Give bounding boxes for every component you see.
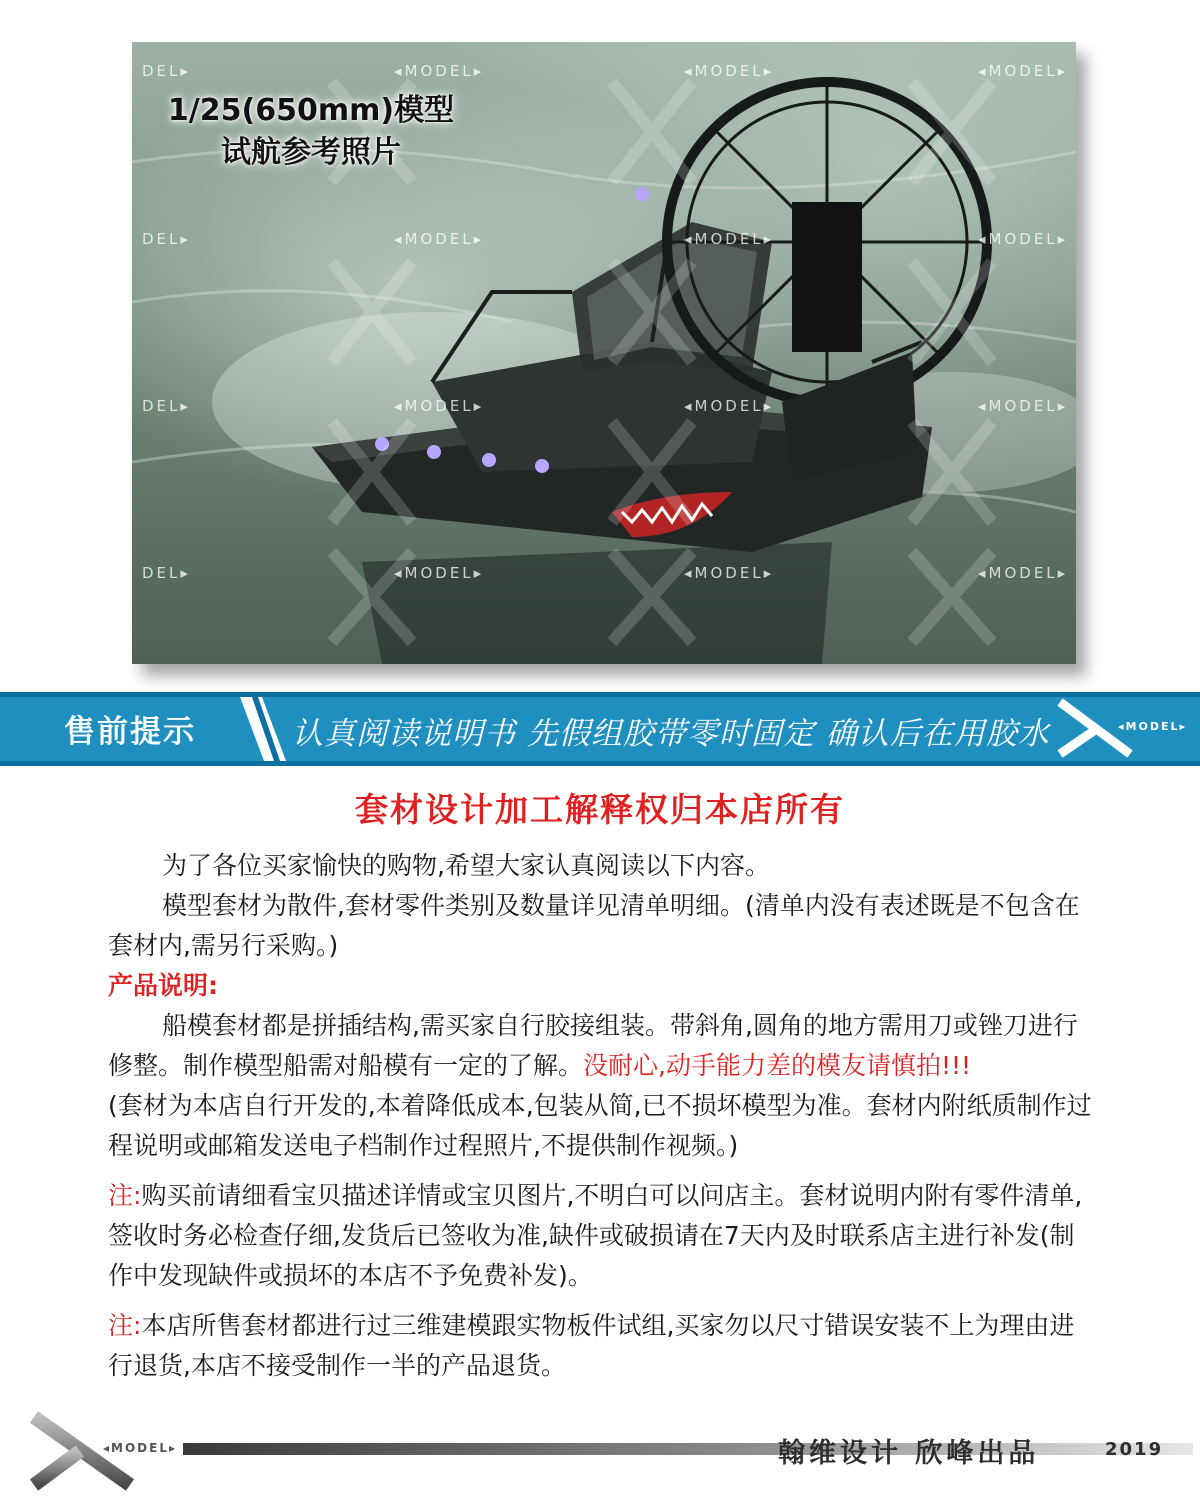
watermark: DEL▸ (142, 564, 191, 582)
caption-line-subtitle: 试航参考照片 (221, 135, 401, 170)
note-label: 注: (108, 1311, 142, 1340)
note-paragraph-2 (108, 1306, 1098, 1386)
watermark: ◂MODEL▸ (684, 62, 775, 80)
footer (0, 1405, 1200, 1500)
watermark: ◂MODEL▸ (394, 564, 485, 582)
note-label: 注: (108, 1181, 142, 1210)
watermark: ◂MODEL▸ (684, 564, 775, 582)
product-description-label: 产品说明: (108, 971, 218, 1000)
banner-message: 认真阅读说明书 先假组胶带零时固定 确认后在用胶水 (292, 716, 1050, 752)
watermark: DEL▸ (142, 230, 191, 248)
watermark: ◂MODEL▸ (394, 62, 485, 80)
watermark: DEL▸ (142, 397, 191, 415)
watermark: ◂MODEL▸ (978, 230, 1069, 248)
packaging-paragraph: (套材为本店自行开发的,本着降低成本,包装从简,已不损坏模型为准。套材内附纸质制作过程说明或邮箱发送电子档制作过程照片,不提供制作视频。) (108, 1091, 1092, 1160)
photo-caption (146, 90, 476, 174)
intro-paragraph: 为了各位买家愉快的购物,希望大家认真阅读以下内容。 (162, 851, 770, 880)
watermark: ◂MODEL▸ (394, 397, 485, 415)
banner-logo: ◂MODEL▸ (1118, 720, 1187, 733)
note-text: 购买前请细看宝贝描述详情或宝贝图片,不明白可以问店主。套材说明内附有零件清单,签收时务必检查仔细,发货后已签收为准,缺件或破损请在7天内及时联系店主进行补发(制作中发现缺件或损坏的本店不予免费补发)。 (108, 1181, 1083, 1290)
watermark: ◂MODEL▸ (978, 397, 1069, 415)
watermark: ◂MODEL▸ (978, 62, 1069, 80)
product-photo (132, 42, 1076, 664)
watermark: ◂MODEL▸ (684, 230, 775, 248)
note-paragraph-1 (108, 1176, 1098, 1296)
watermark: DEL▸ (142, 62, 191, 80)
note-text: 本店所售套材都进行过三维建模跟实物板件试组,买家勿以尺寸错误安装不上为理由进行退货,本店不接受制作一半的产品退货。 (108, 1311, 1075, 1380)
assembly-text: 船模套材都是拼插结构,需买家自行胶接组装。带斜角,圆角的地方需用刀或锉刀进行修整。制作模型船需对船模有一定的了解。 (108, 1011, 1078, 1080)
notice-title: 套材设计加工解释权归本店所有 (355, 790, 845, 829)
banner-label: 售前提示 (64, 714, 196, 750)
watermark: ◂MODEL▸ (394, 230, 485, 248)
assembly-paragraph (108, 1006, 1098, 1086)
caption-line-scale: 1/25(650mm)模型 (167, 93, 455, 128)
watermark: ◂MODEL▸ (978, 564, 1069, 582)
footer-logo: ◂MODEL▸ (103, 1441, 177, 1455)
footer-year: 2019 (1105, 1439, 1164, 1460)
presale-banner (0, 692, 1200, 766)
notice-body (108, 846, 1098, 1386)
kit-contents-paragraph: 模型套材为散件,套材零件类别及数量详见清单明细。(清单内没有表述既是不包含在套材内,需另行采购。) (108, 891, 1080, 960)
warning-text: 没耐心,动手能力差的模友请慎拍!!! (583, 1051, 972, 1080)
footer-brand: 翰维设计 欣峰出品 (778, 1438, 1040, 1469)
watermark: ◂MODEL▸ (684, 397, 775, 415)
